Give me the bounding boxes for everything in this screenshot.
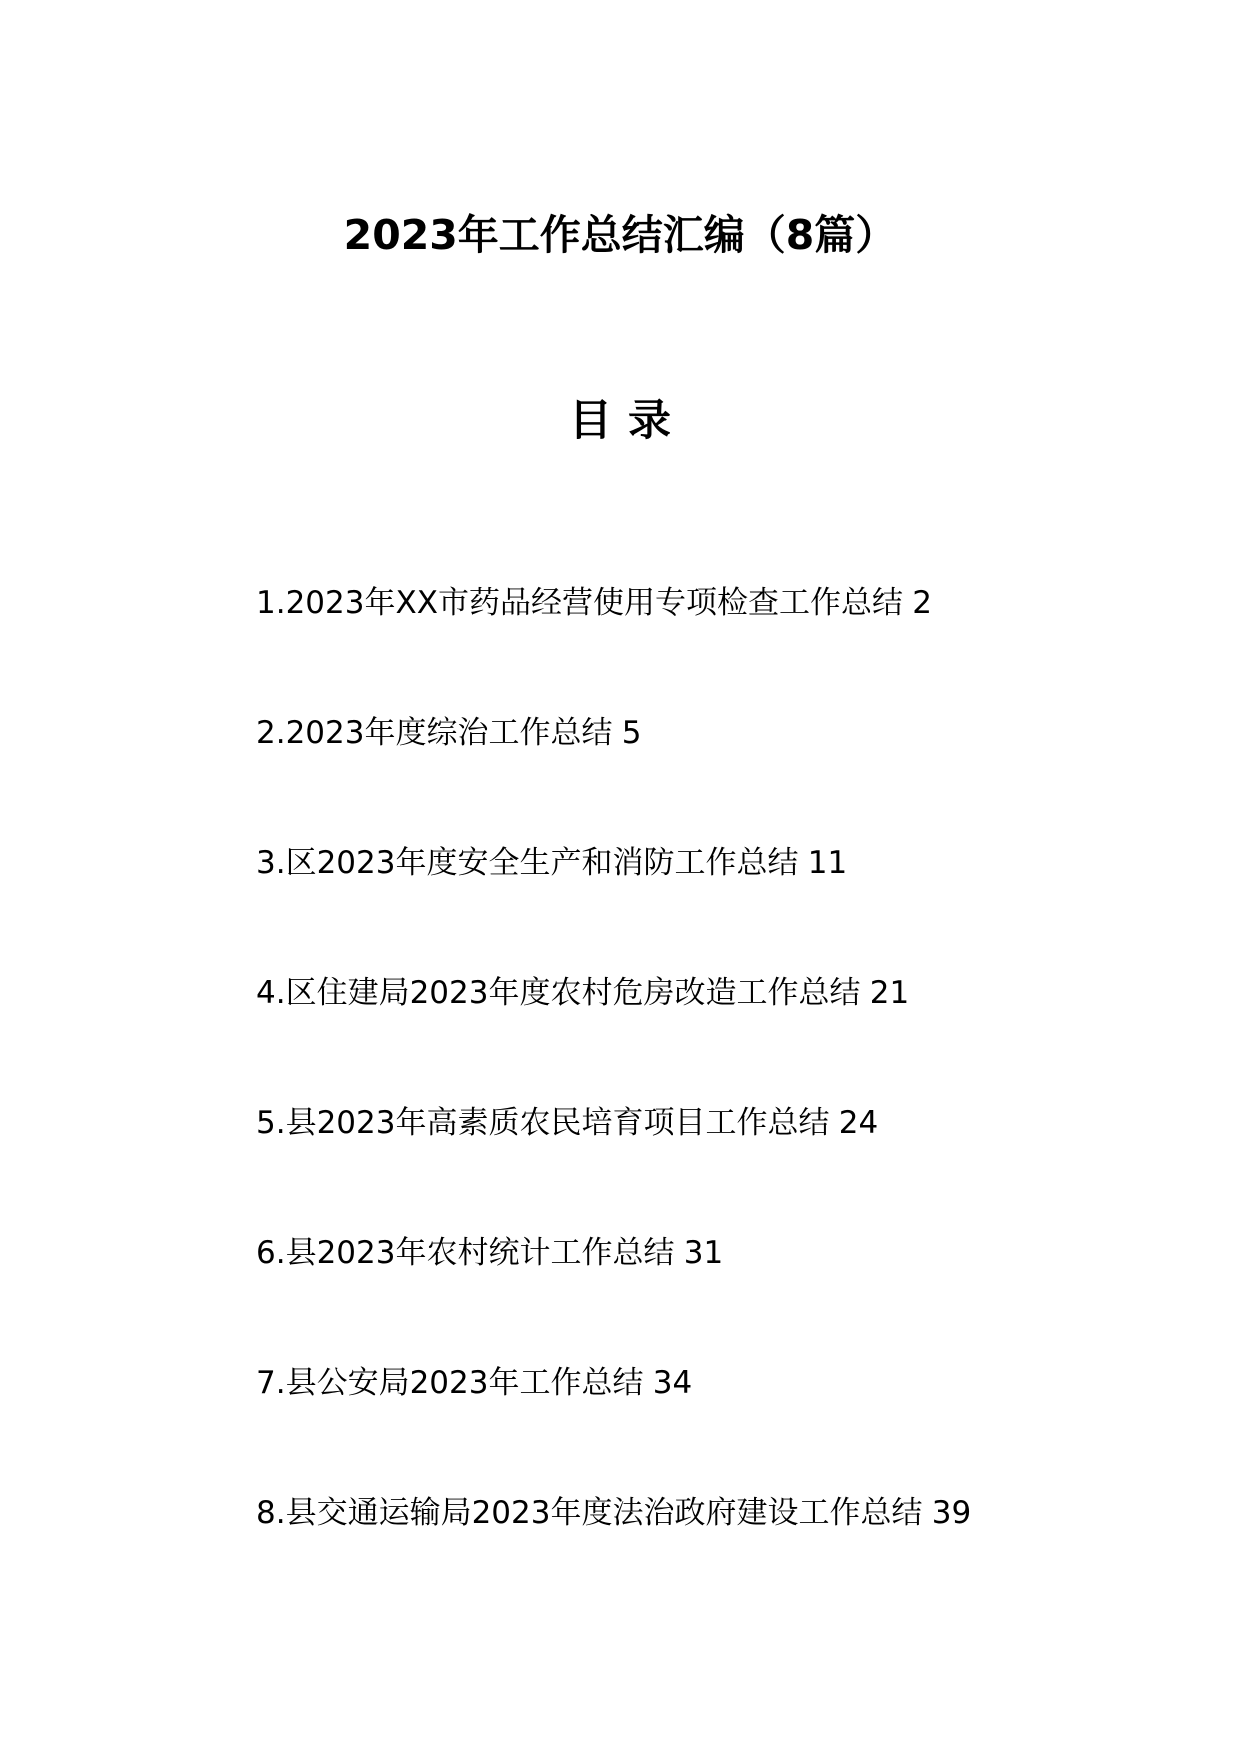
toc-entry-page-number: 2 bbox=[912, 585, 932, 621]
toc-entry-page-number: 31 bbox=[683, 1235, 724, 1271]
toc-entry-title: 7.县公安局2023年工作总结 bbox=[256, 1365, 644, 1401]
toc-entry-title: 4.区住建局2023年度农村危房改造工作总结 bbox=[256, 975, 861, 1011]
toc-entry-page-number: 5 bbox=[621, 715, 642, 751]
toc-entry-title: 6.县2023年农村统计工作总结 bbox=[256, 1235, 675, 1271]
toc-entry-page-number: 24 bbox=[838, 1105, 879, 1141]
document-title: 2023年工作总结汇编（8篇） bbox=[343, 211, 897, 259]
toc-entry-title: 5.县2023年高素质农民培育项目工作总结 bbox=[256, 1105, 830, 1141]
toc-entry-title: 1.2023年XX市药品经营使用专项检查工作总结 bbox=[256, 585, 903, 621]
toc-entry-page-number: 34 bbox=[652, 1365, 693, 1401]
toc-entry[interactable] bbox=[256, 578, 932, 628]
toc-entry-page-number: 11 bbox=[807, 845, 848, 881]
toc-entry[interactable] bbox=[256, 1488, 971, 1538]
toc-entry-title: 3.区2023年度安全生产和消防工作总结 bbox=[256, 845, 799, 881]
toc-entry-title: 8.县交通运输局2023年度法治政府建设工作总结 bbox=[256, 1495, 923, 1531]
toc-entry[interactable] bbox=[256, 1228, 723, 1278]
toc-entry-title: 2.2023年度综治工作总结 bbox=[256, 715, 613, 751]
toc-entry[interactable] bbox=[256, 838, 847, 888]
toc-entry-page-number: 39 bbox=[931, 1495, 972, 1531]
toc-entry[interactable] bbox=[256, 708, 642, 758]
toc-entry-page-number: 21 bbox=[869, 975, 910, 1011]
toc-heading: 目录 bbox=[569, 396, 687, 446]
toc-entry[interactable] bbox=[256, 1358, 692, 1408]
toc-entry[interactable] bbox=[256, 968, 909, 1018]
toc-entry[interactable] bbox=[256, 1098, 878, 1148]
